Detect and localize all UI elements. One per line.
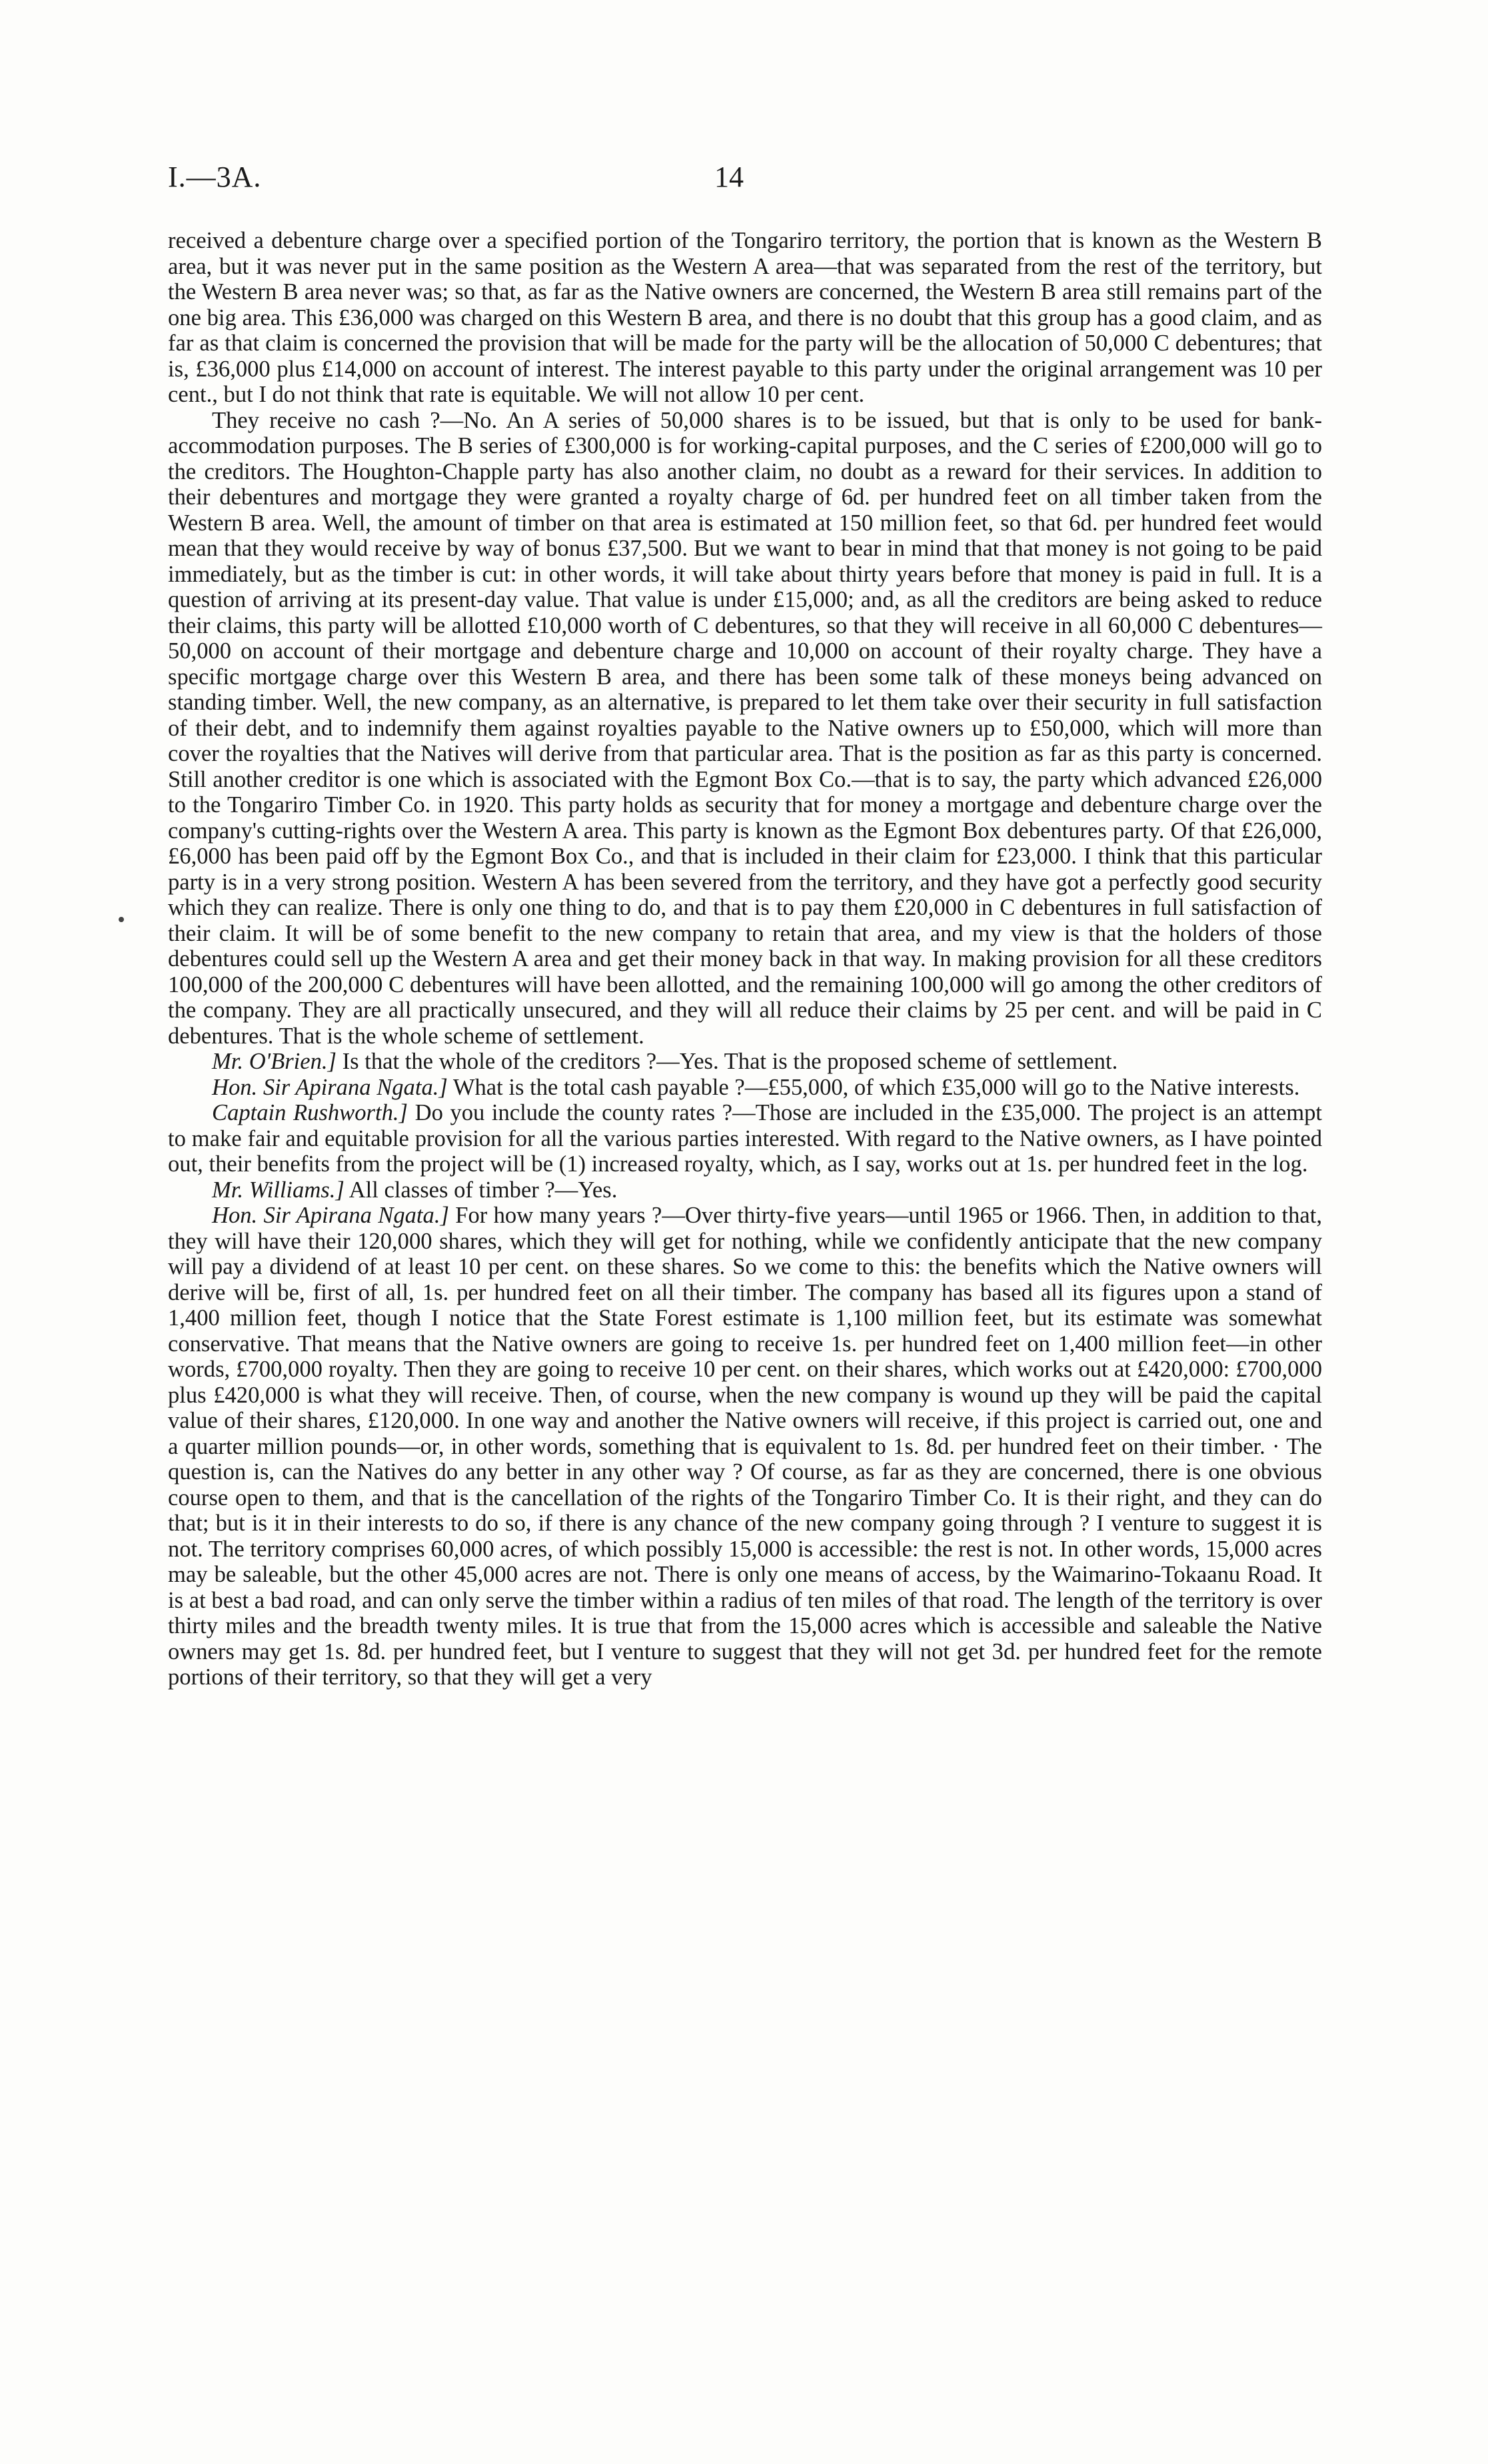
body-text xyxy=(168,228,1322,1690)
paragraph xyxy=(168,1100,1322,1177)
paragraph-text: They receive no cash ?—No. An A series of 50,000 shares is to be issued, but that is only to be used for bank-accommodation purposes. The B series of £300,000 is for working-capital purposes, and the C series of £200,000 will go to the creditors. The Houghton-Chapple party has also another claim, no doubt as a reward for their services. In addition to their debentures and mortgage they were granted a royalty charge of 6d. per hundred feet on all timber taken from the Western B area. Well, the amount of timber on that area is estimated at 150 million feet, so that 6d. per hundred feet would mean that they would receive by way of bonus £37,500. But we want to bear in mind that that money is not going to be paid immediately, but as the timber is cut: in other words, it will take about thirty years before that money is paid in full. It is a question of arriving at its present-day value. That value is under £15,000; and, as all the creditors are being asked to reduce their claims, this party will be allotted £10,000 worth of C debentures, so that they will receive in all 60,000 C debentures—50,000 on account of their mortgage and debenture charge and 10,000 on account of their royalty charge. They have a specific mortgage charge over this Western B area, and there has been some talk of these moneys being advanced on standing timber. Well, the new company, as an alternative, is prepared to let them take over their security in full satisfaction of their debt, and to indemnify them against royalties payable to the Native owners up to £50,000, which will more than cover the royalties that the Natives will derive from that particular area. That is the position as far as this party is concerned. Still another creditor is one which is associated with the Egmont Box Co.—that is to say, the party which advanced £26,000 to the Tongariro Timber Co. in 1920. This party holds as security that for money a mortgage and debenture charge over the company's cutting-rights over the Western A area. This party is known as the Egmont Box debentures party. Of that £26,000, £6,000 has been paid off by the Egmont Box Co., and that is included in their claim for £23,000. I think that this particular party is in a very strong position. Western A has been severed from the territory, and they have got a perfectly good security which they can realize. There is only one thing to do, and that is to pay them £20,000 in C debentures in full satisfaction of their claim. It will be of some benefit to the new company to retain that area, and my view is that the holders of those debentures could sell up the Western A area and get their money back in that way. In making provision for all these creditors 100,000 of the 200,000 C debentures will have been allotted, and the remaining 100,000 will go among the other creditors of the company. They are all practically unsecured, and they will all reduce their claims by 25 per cent. and will be paid in C debentures. That is the whole scheme of settlement. xyxy=(168,407,1322,1049)
speaker-name: Hon. Sir Apirana Ngata.] xyxy=(212,1074,448,1100)
paragraph xyxy=(168,1177,1322,1203)
paragraph xyxy=(168,1075,1322,1101)
paragraph-text: received a debenture charge over a specified portion of the Tongariro territory, the portion that is known as the Western B area, but it was never put in the same position as the Western A area—that was separated from the rest of the territory, but the Western B area never was; so that, as far as the Native owners are concerned, the Western B area still remains part of the one big area. This £36,000 was charged on this Western B area, and there is no doubt that this group has a good claim, and as far as that claim is concerned the provision that will be made for the party will be the allocation of 50,000 C debentures; that is, £36,000 plus £14,000 on account of interest. The interest payable to this party under the original arrangement was 10 per cent., but I do not think that rate is equitable. We will not allow 10 per cent. xyxy=(168,228,1322,407)
speaker-name: Mr. O'Brien.] xyxy=(212,1049,337,1074)
speaker-name: Mr. Williams.] xyxy=(212,1177,345,1203)
paragraph xyxy=(168,1049,1322,1075)
paragraph-text: Do you include the county rates ?—Those are included in the £35,000. The project is an attempt to make fair and equitable provision for all the various parties interested. With regard to the Native owners, as I have pointed out, their benefits from the project will be (1) increased royalty, which, as I say, works out at 1s. per hundred feet in the log. xyxy=(168,1100,1322,1177)
paragraph-text: What is the total cash payable ?—£55,000, of which £35,000 will go to the Native interests. xyxy=(452,1074,1300,1100)
document-reference: I.—3A. xyxy=(168,161,262,193)
paragraph xyxy=(168,1203,1322,1690)
paragraph xyxy=(168,228,1322,408)
margin-mark xyxy=(119,917,124,922)
paragraph-text: For how many years ?—Over thirty-five years—until 1965 or 1966. Then, in addition to that, they will have their 120,000 shares, which they will get for nothing, while we confidently anticipate that the new company will pay a dividend of at least 10 per cent. on these shares. So we come to this: the benefits which the Native owners will derive will be, first of all, 1s. per hundred feet on all their timber. The company has based all its figures upon a stand of 1,400 million feet, though I notice that the State Forest estimate is 1,100 million feet, but its estimate was somewhat conservative. That means that the Native owners are going to receive 1s. per hundred feet on 1,400 million feet—in other words, £700,000 royalty. Then they are going to receive 10 per cent. on their shares, which works out at £420,000: £700,000 plus £420,000 is what they will receive. Then, of course, when the new company is wound up they will be paid the capital value of their shares, £120,000. In one way and another the Native owners will receive, if this project is carried out, one and a quarter million pounds—or, in other words, something that is equivalent to 1s. 8d. per hundred feet on their timber. · The question is, can the Natives do any better in any other way ? Of course, as far as they are concerned, there is one obvious course open to them, and that is the cancellation of the rights of the Tongariro Timber Co. It is their right, and they can do that; but is it in their interests to do so, if there is any chance of the new company going through ? I venture to suggest it is not. The territory comprises 60,000 acres, of which possibly 15,000 is accessible: the rest is not. In other words, 15,000 acres may be saleable, but the other 45,000 acres are not. There is only one means of access, by the Waimarino-Tokaanu Road. It is at best a bad road, and can only serve the timber within a radius of ten miles of that road. The length of the territory is over thirty miles and the breadth twenty miles. It is true that from the 15,000 acres which is accessible and saleable the Native owners may get 1s. 8d. per hundred feet, but I venture to suggest that they will not get 3d. per hundred feet for the remote portions of their territory, so that they will get a very xyxy=(168,1203,1322,1690)
page-header xyxy=(168,160,1321,200)
speaker-name: Hon. Sir Apirana Ngata.] xyxy=(212,1203,449,1228)
speaker-name: Captain Rushworth.] xyxy=(212,1100,408,1125)
page-number: 14 xyxy=(714,161,744,193)
paragraph xyxy=(168,408,1322,1049)
paragraph-text: Is that the whole of the creditors ?—Yes. That is the proposed scheme of settlement. xyxy=(342,1049,1118,1074)
paragraph-text: All classes of timber ?—Yes. xyxy=(349,1177,618,1203)
